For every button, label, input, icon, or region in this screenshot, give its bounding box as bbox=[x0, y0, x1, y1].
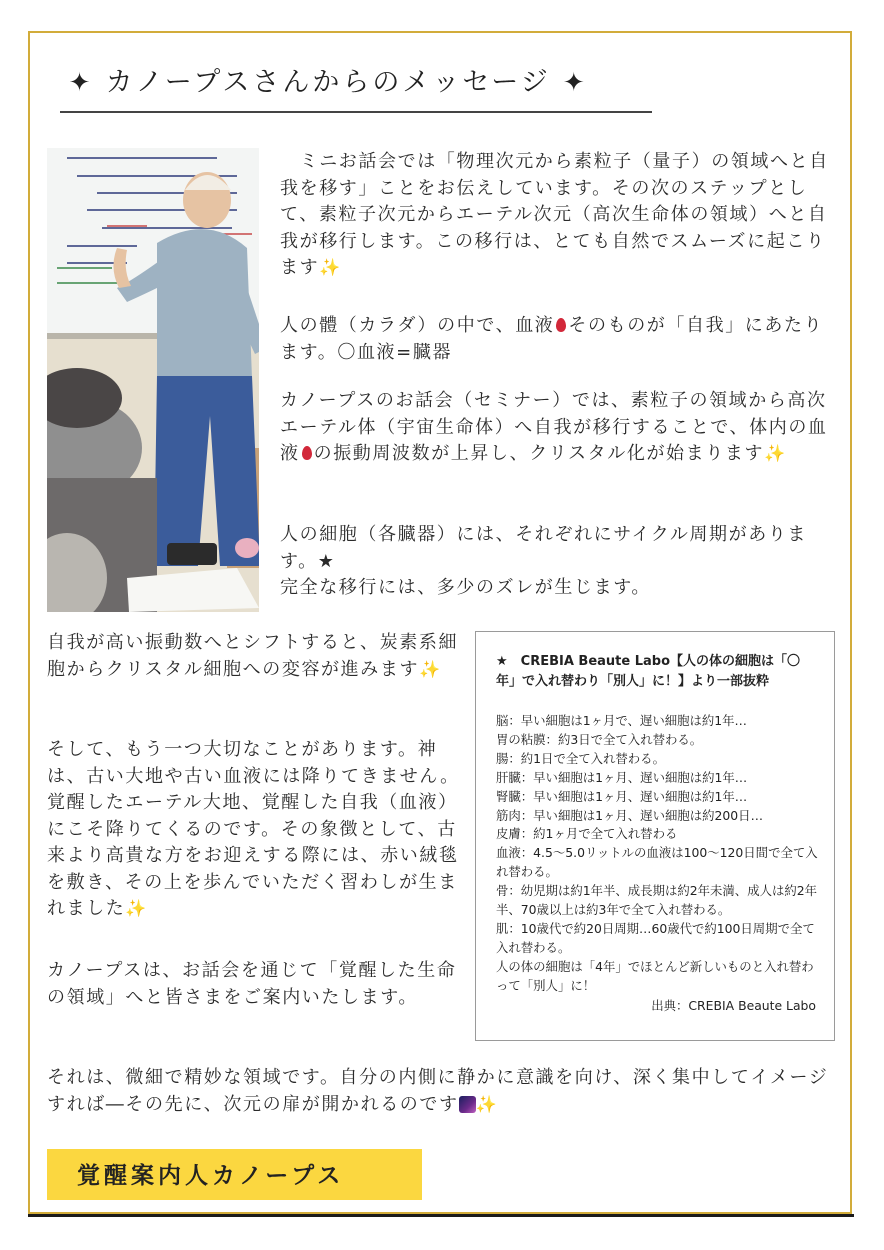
intro-paragraph-4: 人の細胞（各臓器）には、それぞれにサイクル周期があります。★ 完全な移行には、多少のズレが生じます。 bbox=[280, 524, 808, 598]
list-item: 脳：早い細胞は1ヶ月で、遅い細胞は約1年… bbox=[496, 713, 747, 728]
list-item: 血液：4.5～5.0リットルの血液は100～120日間で全て入れ替わる。 bbox=[496, 845, 818, 880]
list-item: 肌：10歳代で約20日周期…60歳代で約100日周期で全て入れ替わる。 bbox=[496, 920, 815, 955]
left-paragraph-3: カノープスは、お話会を通じて「覚醒した生命の領域」へと皆さまをご案内いたします。 bbox=[47, 960, 457, 1008]
intro-paragraph-3: カノープスのお話会（セミナー）では、素粒子の領域から高次エーテル体（宇宙生命体）へ自我が移行することで、体内の血液 の振動周波数が上昇し、クリスタル化が始まります✨ bbox=[280, 390, 828, 464]
list-item: 骨：幼児期は約1年半、成長期は約2年未満、成人は約2年半、70歳以上は約3年で全て入れ替わる。 bbox=[496, 883, 818, 918]
left-paragraph-1: 自我が高い振動数へとシフトすると、炭素系細胞からクリスタル細胞への変容が進みます✨ bbox=[47, 632, 459, 680]
box-title: ★ CREBIA Beaute Labo【人の体の細胞は「〇年」で入れ替わり「別人」に！】より一部抜粋 bbox=[496, 654, 801, 689]
page-title bbox=[68, 60, 588, 99]
blood-drop-icon bbox=[302, 446, 312, 460]
list-item: 筋肉：早い細胞は1ヶ月、遅い細胞は約200日… bbox=[496, 807, 763, 823]
blood-drop-icon bbox=[556, 318, 566, 332]
star-icon: ✦ bbox=[68, 68, 94, 98]
list-item: 肝臓：早い細胞は1ヶ月、遅い細胞は約1年… bbox=[496, 769, 748, 785]
sparkle-icon: ✨ bbox=[125, 899, 149, 919]
intro-paragraph-1: ミニお話会では「物理次元から素粒子（量子）の領域へと自我を移す」ことをお伝えしています。その次のステップとして、素粒子次元からエーテル次元（高次生命体の領域）へと自我が移行します。この移行は、とても自然でスムーズに起こります✨ bbox=[280, 151, 829, 278]
closing-paragraph: それは、微細で精妙な領域です。自分の内側に静かに意識を向け、深く集中してイメージすれば―その先に、次元の扉が開かれるのです ✨ bbox=[47, 1067, 829, 1115]
cell-cycle-box bbox=[475, 631, 835, 1041]
list-item: 人の体の細胞は「4年」でほとんど新しいものと入れ替わって「別人」に！ bbox=[496, 958, 814, 993]
sparkle-icon: ✨ bbox=[475, 1094, 499, 1115]
title-text: カノープスさんからのメッセージ bbox=[105, 67, 551, 98]
title-underline bbox=[60, 111, 652, 113]
sparkle-icon: ✨ bbox=[319, 258, 342, 278]
milky-way-icon bbox=[459, 1096, 476, 1113]
list-item: 腎臓：早い細胞は1ヶ月、遅い細胞は約1年… bbox=[496, 788, 748, 804]
box-source: 出典：CREBIA Beaute Labo bbox=[651, 998, 816, 1013]
signature-banner bbox=[47, 1149, 422, 1200]
list-item: 皮膚：約1ヶ月で全て入れ替わる bbox=[496, 826, 678, 842]
box-list bbox=[496, 712, 821, 996]
teacher-photo bbox=[47, 148, 259, 612]
bottom-border bbox=[28, 1214, 854, 1217]
sparkle-icon: ✨ bbox=[419, 659, 442, 680]
star-icon: ✦ bbox=[562, 68, 588, 98]
sparkle-icon: ✨ bbox=[764, 444, 787, 464]
intro-paragraph-2: 人の體（カラダ）の中で、血液 そのものが「自我」にあたります。〇血液=臓器 bbox=[280, 315, 824, 363]
list-item: 胃の粘膜：約3日で全て入れ替わる。 bbox=[496, 731, 703, 747]
list-item: 腸：約1日で全て入れ替わる。 bbox=[496, 750, 665, 766]
left-paragraph-2: そして、もう一つ大切なことがあります。神は、古い大地や古い血液には降りてきません。覚醒したエーテル大地、覚醒した自我（血液）にこそ降りてくるのです。その象徴として、古来より高貴な方をお迎えする際には、赤い絨毯を敷き、その上を歩んでいただく習わしが生まれました✨ bbox=[47, 739, 460, 919]
signature-text: 覚醒案内人カノープス bbox=[77, 1163, 345, 1189]
